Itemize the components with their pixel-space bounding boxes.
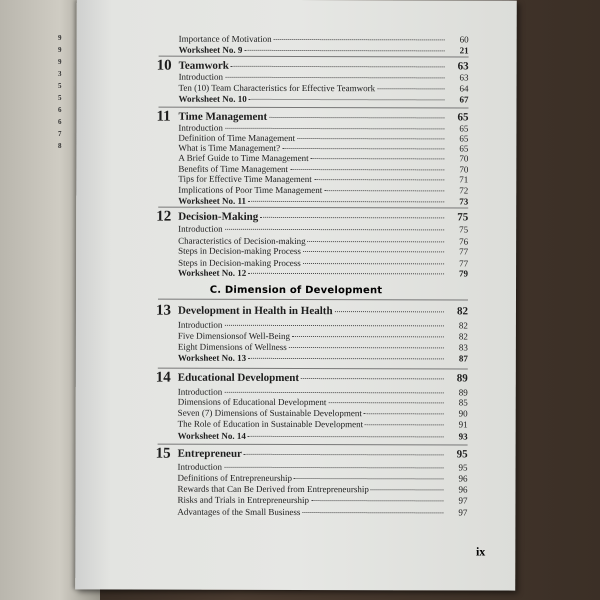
toc-entry[interactable] <box>178 224 468 235</box>
toc-entry[interactable] <box>178 462 468 473</box>
chapter-number: 12 <box>156 208 172 225</box>
entry-page: 87 <box>458 353 468 364</box>
entry-title: Advantages of the Small Business <box>177 506 301 518</box>
chapter-heading[interactable] <box>178 211 468 224</box>
entry-title: Worksheet No. 14 <box>177 430 246 441</box>
dot-leader <box>303 262 444 264</box>
entry-page: 90 <box>458 408 468 419</box>
chapter-title: Time Management <box>178 110 268 123</box>
chapter-heading[interactable] <box>178 372 468 385</box>
dot-leader <box>289 346 444 348</box>
chapter-heading[interactable] <box>178 448 468 461</box>
entry-title: Implications of Poor Time Management <box>178 184 323 196</box>
entry-title: Characteristics of Decision-making <box>178 235 306 247</box>
chapter-number: 15 <box>155 445 171 462</box>
dot-leader <box>364 412 444 414</box>
toc-entry[interactable] <box>179 72 469 83</box>
chapter-page: 82 <box>456 305 468 318</box>
chapter-page: 63 <box>457 60 469 73</box>
entry-title: Seven (7) Dimensions of Sustainable Development <box>177 407 362 419</box>
entry-page: 70 <box>459 153 469 164</box>
toc-entry[interactable] <box>178 174 468 185</box>
chapter-divider <box>158 207 468 209</box>
entry-title: Worksheet No. 12 <box>178 267 247 278</box>
entry-page: 71 <box>459 174 469 185</box>
entry-page: 77 <box>459 258 469 269</box>
toc-entry[interactable] <box>179 34 469 45</box>
entry-page: 96 <box>458 484 468 495</box>
entry-title: Definition of Time Management <box>178 132 296 143</box>
entry-title: Introduction <box>177 461 223 472</box>
dot-leader <box>248 357 444 360</box>
toc-entry[interactable] <box>177 495 467 506</box>
toc-entry[interactable] <box>177 484 467 495</box>
dot-leader <box>244 453 444 456</box>
chapter-heading[interactable] <box>179 60 469 73</box>
entry-title: Steps in Decision-making Process <box>178 257 301 269</box>
toc-page <box>75 0 517 591</box>
chapter-title: Teamwork <box>178 59 229 72</box>
worksheet-entry[interactable] <box>179 94 469 105</box>
left-page-marks: 9 9 9 3 5 5 6 6 7 8 <box>58 34 62 150</box>
dot-leader <box>377 87 444 89</box>
dot-leader <box>292 335 444 337</box>
entry-page: 73 <box>459 196 469 207</box>
entry-title: Definitions of Entrepreneurship <box>177 472 293 483</box>
entry-title: Introduction <box>177 386 223 397</box>
entry-page: 95 <box>458 462 468 473</box>
toc-entry[interactable] <box>178 246 468 257</box>
dot-leader <box>231 65 445 68</box>
entry-title: Introduction <box>177 319 223 330</box>
dot-leader <box>324 189 444 191</box>
chapter-number: 14 <box>155 369 171 386</box>
entry-title: Tips for Effective Time Management <box>178 173 312 185</box>
entry-page: 91 <box>458 419 468 430</box>
dot-leader <box>260 216 444 218</box>
entry-page: 79 <box>459 268 469 279</box>
entry-page: 77 <box>459 246 469 257</box>
chapter-title: Entrepreneur <box>177 447 242 460</box>
section-title: C. Dimension of Development <box>209 284 383 297</box>
entry-title: Importance of Motivation <box>178 33 272 44</box>
toc-entry[interactable] <box>178 473 468 484</box>
toc-entry[interactable] <box>178 153 468 164</box>
entry-title: Dimensions of Educational Development <box>177 396 327 408</box>
chapter-title: Educational Development <box>177 371 300 385</box>
worksheet-entry[interactable] <box>178 196 468 207</box>
chapter-page: 95 <box>456 448 468 461</box>
entry-page: 97 <box>458 495 468 506</box>
entry-page: 65 <box>459 133 469 144</box>
chapter-page: 75 <box>457 211 469 224</box>
dot-leader <box>290 168 444 170</box>
entry-page: 65 <box>459 143 469 154</box>
entry-title: Worksheet No. 13 <box>177 352 247 363</box>
toc-entry[interactable] <box>178 408 468 419</box>
entry-title: Risks and Trials in Entrepreneurship <box>177 494 309 506</box>
toc-entry[interactable] <box>178 419 468 430</box>
chapter-heading[interactable] <box>178 305 468 318</box>
entry-page: 85 <box>458 397 468 408</box>
dot-leader <box>303 250 444 252</box>
dot-leader <box>248 435 444 438</box>
chapter-number: 11 <box>156 108 171 125</box>
dot-leader <box>269 116 444 118</box>
entry-page: 67 <box>459 94 469 105</box>
entry-page: 82 <box>458 331 468 342</box>
chapter-number: 13 <box>155 302 171 319</box>
chapter-title: Decision-Making <box>178 210 259 223</box>
chapter-heading[interactable] <box>178 111 468 124</box>
entry-page: 72 <box>459 185 469 196</box>
entry-title: Ten (10) Team Characteristics for Effective Teamwork <box>178 82 376 94</box>
worksheet-entry[interactable] <box>178 353 468 364</box>
dot-leader <box>282 147 444 149</box>
chapter-divider <box>158 368 468 370</box>
chapter-divider <box>158 444 468 446</box>
toc-entry[interactable] <box>178 331 468 342</box>
dot-leader <box>301 377 444 379</box>
entry-page: 21 <box>459 45 469 56</box>
dot-leader <box>224 391 444 394</box>
entry-page: 65 <box>459 123 469 134</box>
dot-leader <box>335 310 444 312</box>
dot-leader <box>248 272 444 275</box>
dot-leader <box>274 38 445 40</box>
toc-entry[interactable] <box>178 185 468 196</box>
entry-page: 60 <box>459 34 469 45</box>
entry-page: 76 <box>459 236 469 247</box>
entry-title: A Brief Guide to Time Management <box>178 152 309 164</box>
entry-title: Worksheet No. 9 <box>178 44 243 55</box>
dot-leader <box>225 76 445 79</box>
dot-leader <box>225 228 445 231</box>
entry-page: 64 <box>459 83 469 94</box>
dot-leader <box>244 49 444 52</box>
chapter-page: 65 <box>457 111 469 124</box>
entry-title: Introduction <box>178 122 223 133</box>
entry-title: Rewards that Can Be Derived from Entrepreneurship <box>177 483 369 495</box>
dot-leader <box>248 200 444 203</box>
entry-title: Introduction <box>178 223 223 234</box>
entry-title: Benefits of Time Management <box>178 163 289 174</box>
toc-entry[interactable] <box>179 83 469 94</box>
entry-page: 83 <box>458 342 468 353</box>
worksheet-entry[interactable] <box>178 431 468 442</box>
chapter-number: 10 <box>156 57 172 74</box>
entry-page: 70 <box>459 164 469 175</box>
toc-entry[interactable] <box>178 320 468 331</box>
entry-title: Introduction <box>178 71 224 82</box>
entry-page: 93 <box>458 431 468 442</box>
dot-leader <box>224 324 444 327</box>
page-number: ix <box>475 544 486 559</box>
dot-leader <box>249 98 445 101</box>
dot-leader <box>294 477 444 479</box>
entry-title: What is Time Management? <box>178 142 281 153</box>
chapter-title: Development in Health in Health <box>177 304 333 318</box>
dot-leader <box>225 127 445 130</box>
toc-entry[interactable] <box>178 397 468 408</box>
chapter-divider <box>158 107 468 109</box>
worksheet-entry[interactable] <box>179 45 469 56</box>
dot-leader <box>311 157 445 159</box>
entry-page: 82 <box>458 320 468 331</box>
dot-leader <box>297 137 444 139</box>
entry-page: 97 <box>458 507 468 518</box>
entry-page: 89 <box>458 387 468 398</box>
entry-title: Five Dimensionsof Well-Being <box>177 330 291 341</box>
dot-leader <box>224 466 444 469</box>
entry-title: Worksheet No. 10 <box>178 93 247 104</box>
dot-leader <box>311 499 444 501</box>
toc-entry[interactable] <box>178 342 468 353</box>
entry-title: Steps in Decision-making Process <box>178 245 301 257</box>
entry-page: 75 <box>459 224 469 235</box>
chapter-divider <box>158 299 468 301</box>
dot-leader <box>314 178 445 180</box>
entry-title: Worksheet No. 11 <box>178 195 247 206</box>
dot-leader <box>371 488 444 490</box>
dot-leader <box>302 511 443 513</box>
dot-leader <box>308 240 445 242</box>
entry-page: 63 <box>459 72 469 83</box>
dot-leader <box>328 401 443 403</box>
entry-title: The Role of Education in Sustainable Development <box>177 418 364 430</box>
entry-title: Eight Dimensions of Wellness <box>177 341 287 352</box>
entry-page: 96 <box>458 473 468 484</box>
toc-entry[interactable] <box>177 507 467 518</box>
chapter-divider <box>159 56 469 58</box>
dot-leader <box>365 423 444 425</box>
worksheet-entry[interactable] <box>178 268 468 279</box>
chapter-page: 89 <box>456 372 468 385</box>
